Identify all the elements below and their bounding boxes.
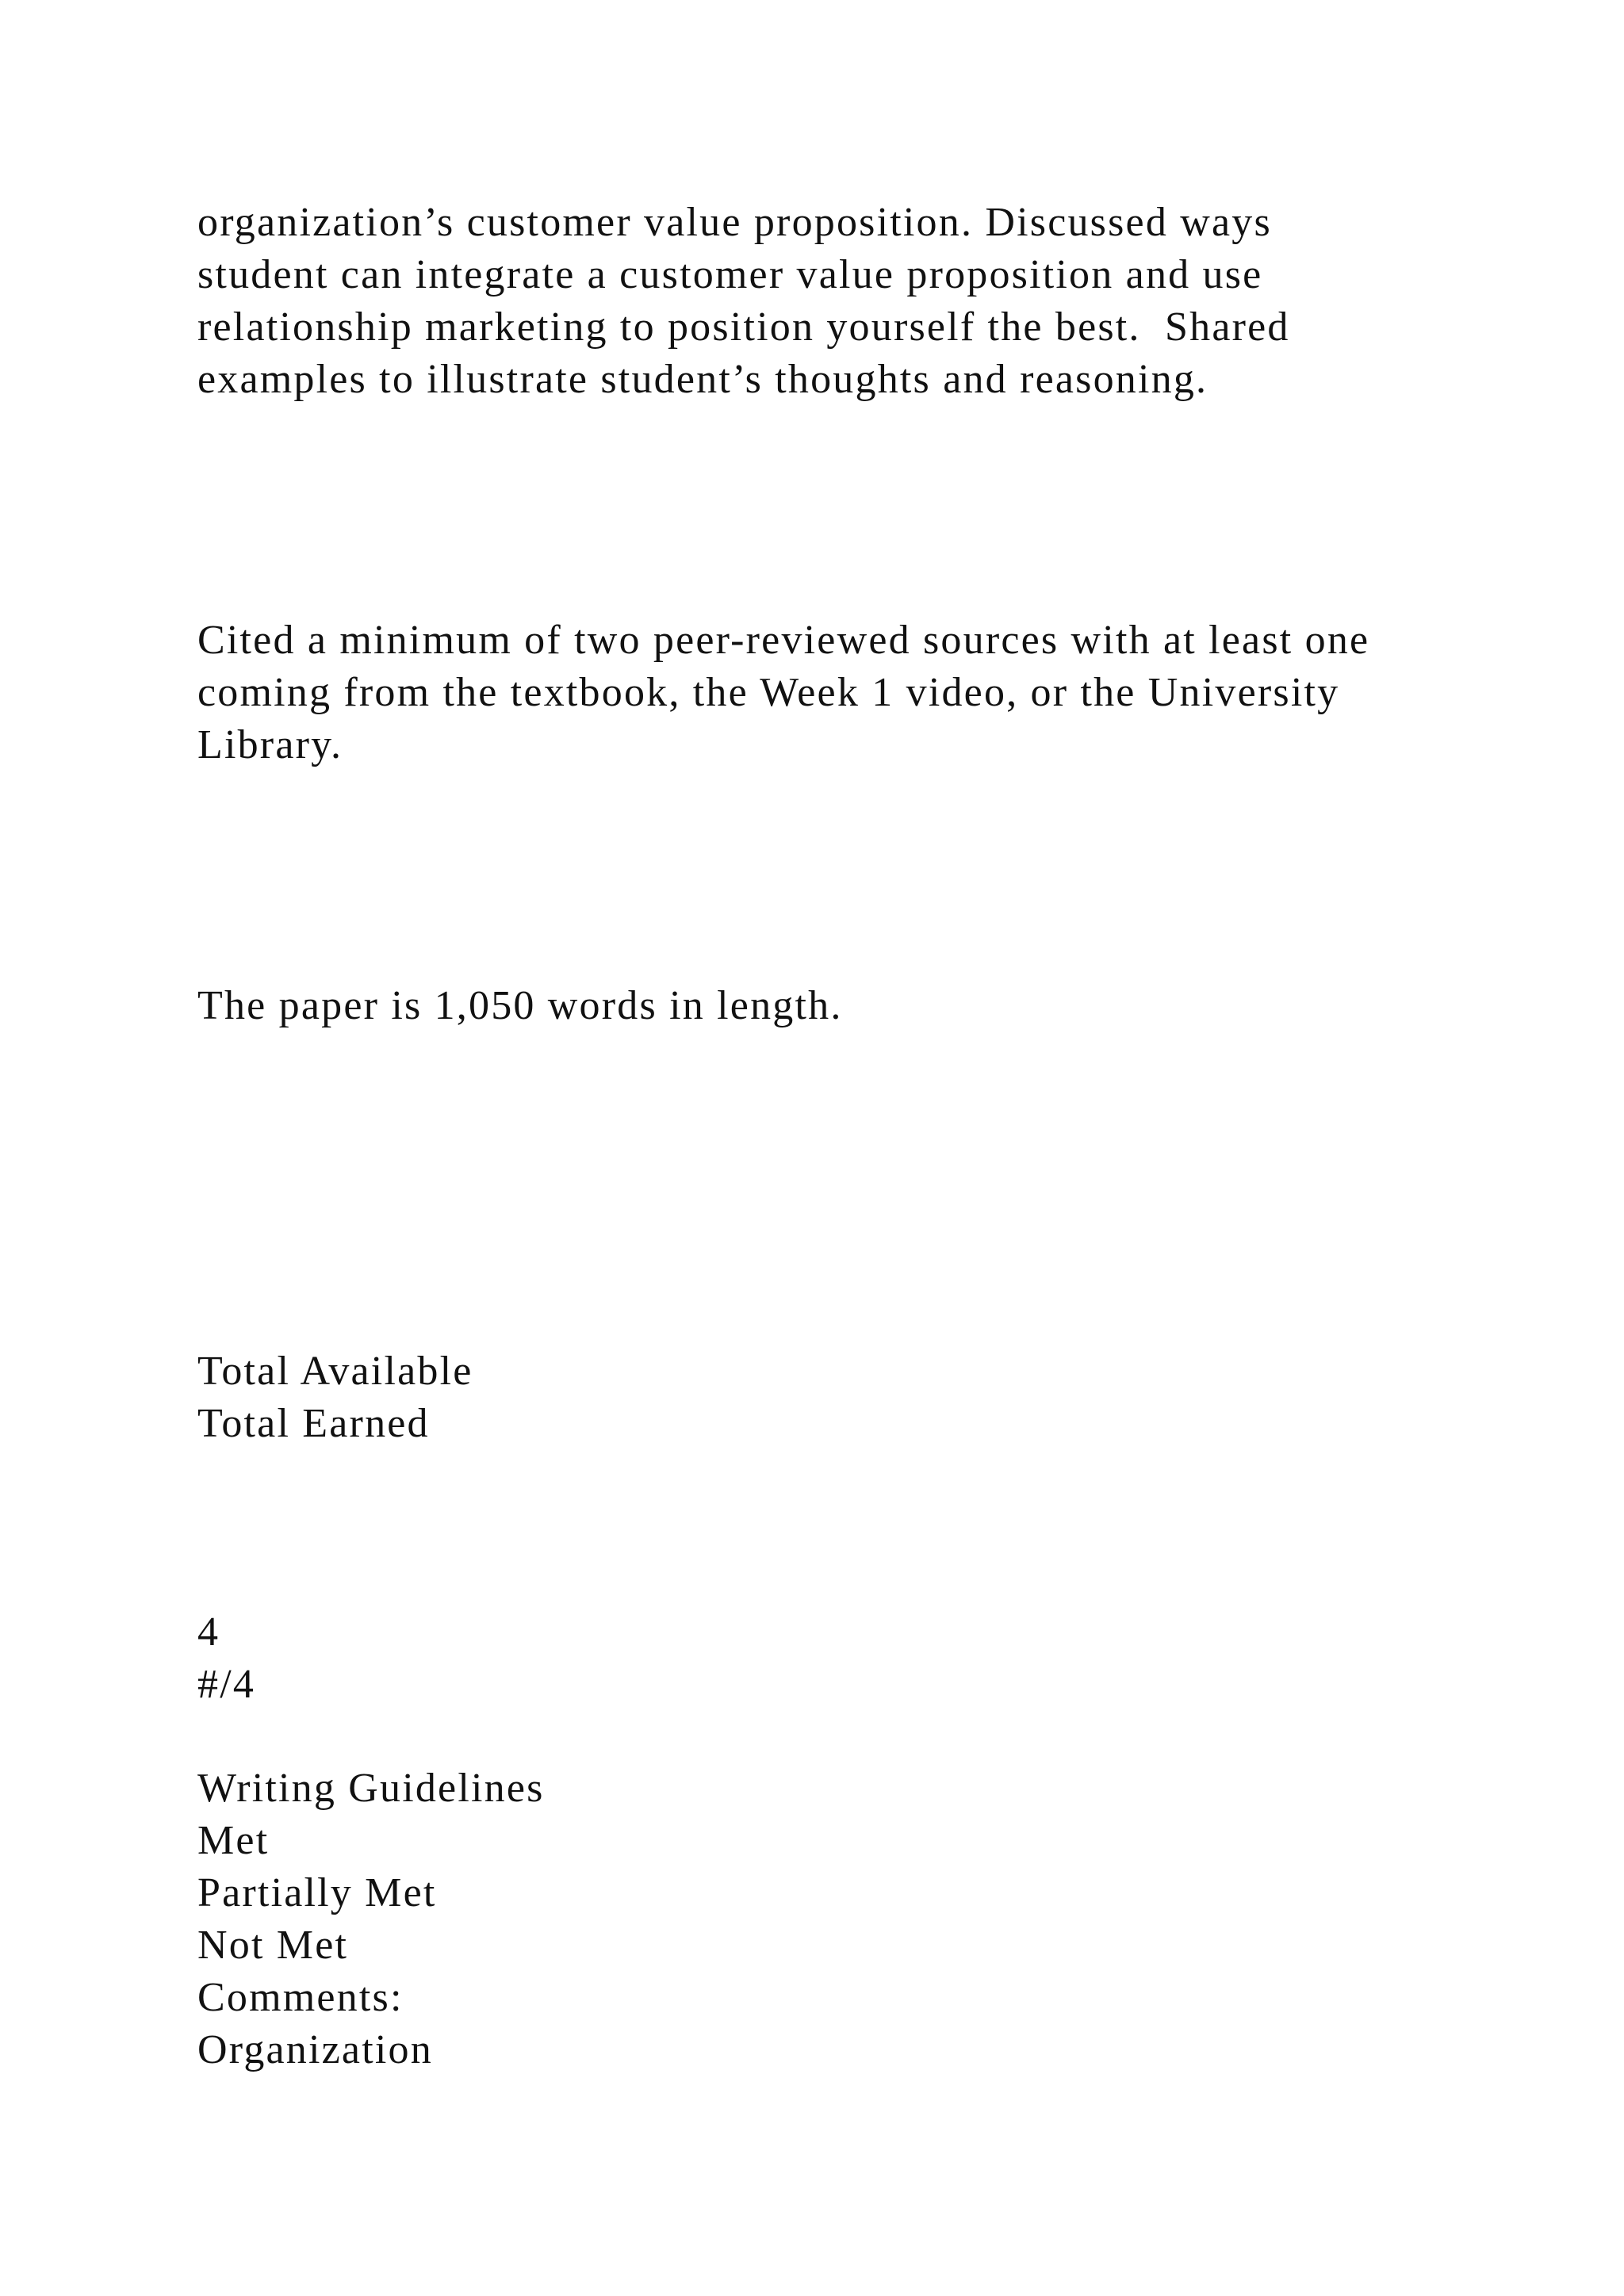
text-line: Comments: bbox=[197, 1975, 404, 2020]
text-line: Organization bbox=[197, 2027, 433, 2072]
text-line: organization’s customer value proposition. Discussed ways bbox=[197, 200, 1272, 245]
text-line: The paper is 1,050 words in length. bbox=[197, 983, 843, 1028]
text-line: Writing Guidelines bbox=[197, 1766, 545, 1811]
text-line: 4 bbox=[197, 1609, 220, 1655]
text-line: #/4 bbox=[197, 1662, 256, 1707]
text-line: Partially Met bbox=[197, 1870, 437, 1915]
text-line: Met bbox=[197, 1818, 270, 1863]
text-line: Library. bbox=[197, 722, 343, 767]
text-line: Total Earned bbox=[197, 1401, 430, 1446]
text-line: coming from the textbook, the Week 1 video, or the University bbox=[197, 670, 1340, 715]
text-line: Total Available bbox=[197, 1349, 473, 1394]
text-line: examples to illustrate student’s thoughts and reasoning. bbox=[197, 357, 1208, 402]
text-line: Cited a minimum of two peer-reviewed sources with at least one bbox=[197, 618, 1370, 663]
text-line: relationship marketing to position yourself the best. Shared bbox=[197, 304, 1290, 350]
text-line: student can integrate a customer value proposition and use bbox=[197, 252, 1263, 297]
text-line: Not Met bbox=[197, 1923, 349, 1968]
